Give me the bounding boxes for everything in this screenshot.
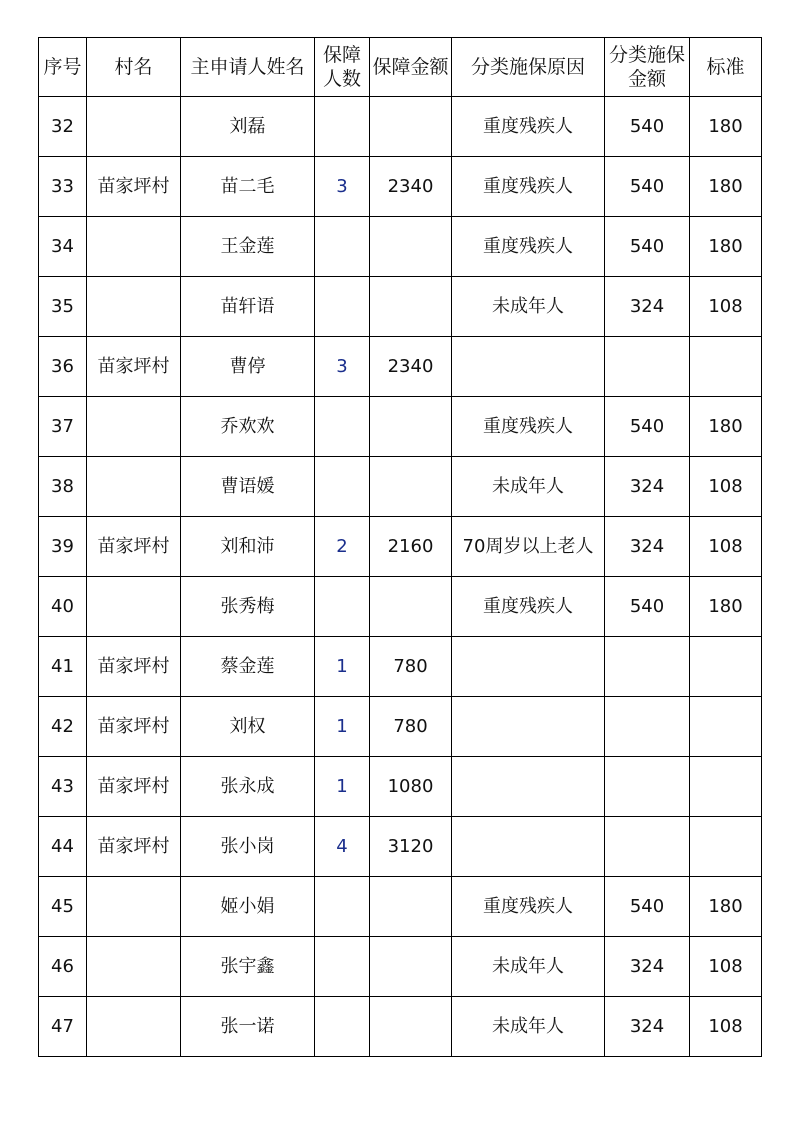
- seq-cell: 42: [39, 697, 87, 757]
- table-row: [39, 337, 762, 397]
- standard-cell: 180: [690, 877, 762, 937]
- applicant-name-cell: 苗轩语: [181, 277, 315, 337]
- header-persons: 保障人数: [315, 38, 370, 97]
- persons-cell: [315, 877, 370, 937]
- class-amount-cell: 540: [605, 877, 690, 937]
- table-row: [39, 397, 762, 457]
- reason-cell: [452, 337, 605, 397]
- class-amount-cell: 324: [605, 997, 690, 1057]
- amount-cell: [370, 577, 452, 637]
- table-row: [39, 457, 762, 517]
- table-row: [39, 997, 762, 1057]
- class-amount-cell: [605, 337, 690, 397]
- seq-cell: 32: [39, 97, 87, 157]
- class-amount-cell: 324: [605, 937, 690, 997]
- village-cell: [87, 397, 181, 457]
- table-row: [39, 217, 762, 277]
- standard-cell: 180: [690, 397, 762, 457]
- standard-cell: 180: [690, 217, 762, 277]
- persons-cell: [315, 577, 370, 637]
- seq-cell: 41: [39, 637, 87, 697]
- class-amount-cell: 324: [605, 517, 690, 577]
- village-cell: [87, 937, 181, 997]
- amount-cell: [370, 877, 452, 937]
- standard-cell: 108: [690, 937, 762, 997]
- table-row: [39, 517, 762, 577]
- reason-cell: 重度残疾人: [452, 217, 605, 277]
- seq-cell: 36: [39, 337, 87, 397]
- village-cell: [87, 97, 181, 157]
- class-amount-cell: [605, 637, 690, 697]
- class-amount-cell: 540: [605, 217, 690, 277]
- assistance-roster-table: [38, 37, 762, 1057]
- standard-cell: [690, 637, 762, 697]
- applicant-name-cell: 刘和沛: [181, 517, 315, 577]
- amount-cell: 2340: [370, 157, 452, 217]
- reason-cell: 重度残疾人: [452, 157, 605, 217]
- table-row: [39, 757, 762, 817]
- seq-cell: 44: [39, 817, 87, 877]
- standard-cell: 180: [690, 577, 762, 637]
- applicant-name-cell: 张一诺: [181, 997, 315, 1057]
- amount-cell: 3120: [370, 817, 452, 877]
- class-amount-cell: 324: [605, 457, 690, 517]
- amount-cell: [370, 97, 452, 157]
- reason-cell: 未成年人: [452, 457, 605, 517]
- header-reason: 分类施保原因: [452, 38, 605, 97]
- village-cell: [87, 577, 181, 637]
- applicant-name-cell: 曹停: [181, 337, 315, 397]
- applicant-name-cell: 苗二毛: [181, 157, 315, 217]
- village-cell: 苗家坪村: [87, 757, 181, 817]
- persons-cell: [315, 937, 370, 997]
- reason-cell: 重度残疾人: [452, 397, 605, 457]
- persons-cell: [315, 997, 370, 1057]
- village-cell: [87, 277, 181, 337]
- class-amount-cell: [605, 697, 690, 757]
- village-cell: 苗家坪村: [87, 337, 181, 397]
- amount-cell: [370, 997, 452, 1057]
- persons-cell: 3: [315, 157, 370, 217]
- amount-cell: [370, 457, 452, 517]
- persons-cell: 1: [315, 757, 370, 817]
- amount-cell: 1080: [370, 757, 452, 817]
- applicant-name-cell: 张小岗: [181, 817, 315, 877]
- table-row: [39, 637, 762, 697]
- applicant-name-cell: 曹语媛: [181, 457, 315, 517]
- reason-cell: 重度残疾人: [452, 97, 605, 157]
- class-amount-cell: [605, 817, 690, 877]
- standard-cell: [690, 757, 762, 817]
- persons-cell: 2: [315, 517, 370, 577]
- village-cell: 苗家坪村: [87, 637, 181, 697]
- table-row: [39, 697, 762, 757]
- reason-cell: 未成年人: [452, 937, 605, 997]
- standard-cell: 180: [690, 97, 762, 157]
- persons-cell: [315, 217, 370, 277]
- persons-cell: [315, 97, 370, 157]
- seq-cell: 40: [39, 577, 87, 637]
- reason-cell: [452, 817, 605, 877]
- standard-cell: 108: [690, 277, 762, 337]
- seq-cell: 47: [39, 997, 87, 1057]
- header-applicant: 主申请人姓名: [181, 38, 315, 97]
- seq-cell: 33: [39, 157, 87, 217]
- standard-cell: 108: [690, 997, 762, 1057]
- applicant-name-cell: 乔欢欢: [181, 397, 315, 457]
- class-amount-cell: [605, 757, 690, 817]
- reason-cell: 重度残疾人: [452, 877, 605, 937]
- amount-cell: [370, 397, 452, 457]
- table-row: [39, 577, 762, 637]
- reason-cell: 未成年人: [452, 997, 605, 1057]
- class-amount-cell: 324: [605, 277, 690, 337]
- standard-cell: [690, 817, 762, 877]
- seq-cell: 38: [39, 457, 87, 517]
- amount-cell: 2160: [370, 517, 452, 577]
- reason-cell: [452, 697, 605, 757]
- village-cell: [87, 877, 181, 937]
- village-cell: 苗家坪村: [87, 517, 181, 577]
- applicant-name-cell: 姬小娟: [181, 877, 315, 937]
- reason-cell: 重度残疾人: [452, 577, 605, 637]
- persons-cell: [315, 457, 370, 517]
- village-cell: [87, 997, 181, 1057]
- applicant-name-cell: 刘磊: [181, 97, 315, 157]
- village-cell: 苗家坪村: [87, 157, 181, 217]
- reason-cell: 未成年人: [452, 277, 605, 337]
- seq-cell: 35: [39, 277, 87, 337]
- persons-cell: 4: [315, 817, 370, 877]
- reason-cell: [452, 637, 605, 697]
- seq-cell: 43: [39, 757, 87, 817]
- class-amount-cell: 540: [605, 397, 690, 457]
- table-header: [39, 38, 762, 97]
- class-amount-cell: 540: [605, 97, 690, 157]
- seq-cell: 39: [39, 517, 87, 577]
- applicant-name-cell: 张秀梅: [181, 577, 315, 637]
- village-cell: 苗家坪村: [87, 817, 181, 877]
- table-row: [39, 937, 762, 997]
- table-row: [39, 817, 762, 877]
- amount-cell: 2340: [370, 337, 452, 397]
- persons-cell: 1: [315, 697, 370, 757]
- applicant-name-cell: 刘权: [181, 697, 315, 757]
- applicant-name-cell: 张永成: [181, 757, 315, 817]
- table-row: [39, 877, 762, 937]
- reason-cell: 70周岁以上老人: [452, 517, 605, 577]
- standard-cell: [690, 337, 762, 397]
- amount-cell: 780: [370, 637, 452, 697]
- table-row: [39, 157, 762, 217]
- amount-cell: 780: [370, 697, 452, 757]
- applicant-name-cell: 蔡金莲: [181, 637, 315, 697]
- persons-cell: [315, 397, 370, 457]
- standard-cell: [690, 697, 762, 757]
- class-amount-cell: 540: [605, 577, 690, 637]
- village-cell: 苗家坪村: [87, 697, 181, 757]
- header-row: [39, 38, 762, 97]
- seq-cell: 45: [39, 877, 87, 937]
- seq-cell: 34: [39, 217, 87, 277]
- village-cell: [87, 217, 181, 277]
- amount-cell: [370, 217, 452, 277]
- standard-cell: 180: [690, 157, 762, 217]
- persons-cell: 3: [315, 337, 370, 397]
- persons-cell: 1: [315, 637, 370, 697]
- reason-cell: [452, 757, 605, 817]
- amount-cell: [370, 937, 452, 997]
- persons-cell: [315, 277, 370, 337]
- table-row: [39, 97, 762, 157]
- standard-cell: 108: [690, 517, 762, 577]
- table-row: [39, 277, 762, 337]
- table-body: [39, 97, 762, 1057]
- amount-cell: [370, 277, 452, 337]
- applicant-name-cell: 王金莲: [181, 217, 315, 277]
- village-cell: [87, 457, 181, 517]
- header-seq: 序号: [39, 38, 87, 97]
- seq-cell: 37: [39, 397, 87, 457]
- class-amount-cell: 540: [605, 157, 690, 217]
- header-amount: 保障金额: [370, 38, 452, 97]
- header-village: 村名: [87, 38, 181, 97]
- standard-cell: 108: [690, 457, 762, 517]
- header-class-amount: 分类施保金额: [605, 38, 690, 97]
- header-standard: 标准: [690, 38, 762, 97]
- seq-cell: 46: [39, 937, 87, 997]
- applicant-name-cell: 张宇鑫: [181, 937, 315, 997]
